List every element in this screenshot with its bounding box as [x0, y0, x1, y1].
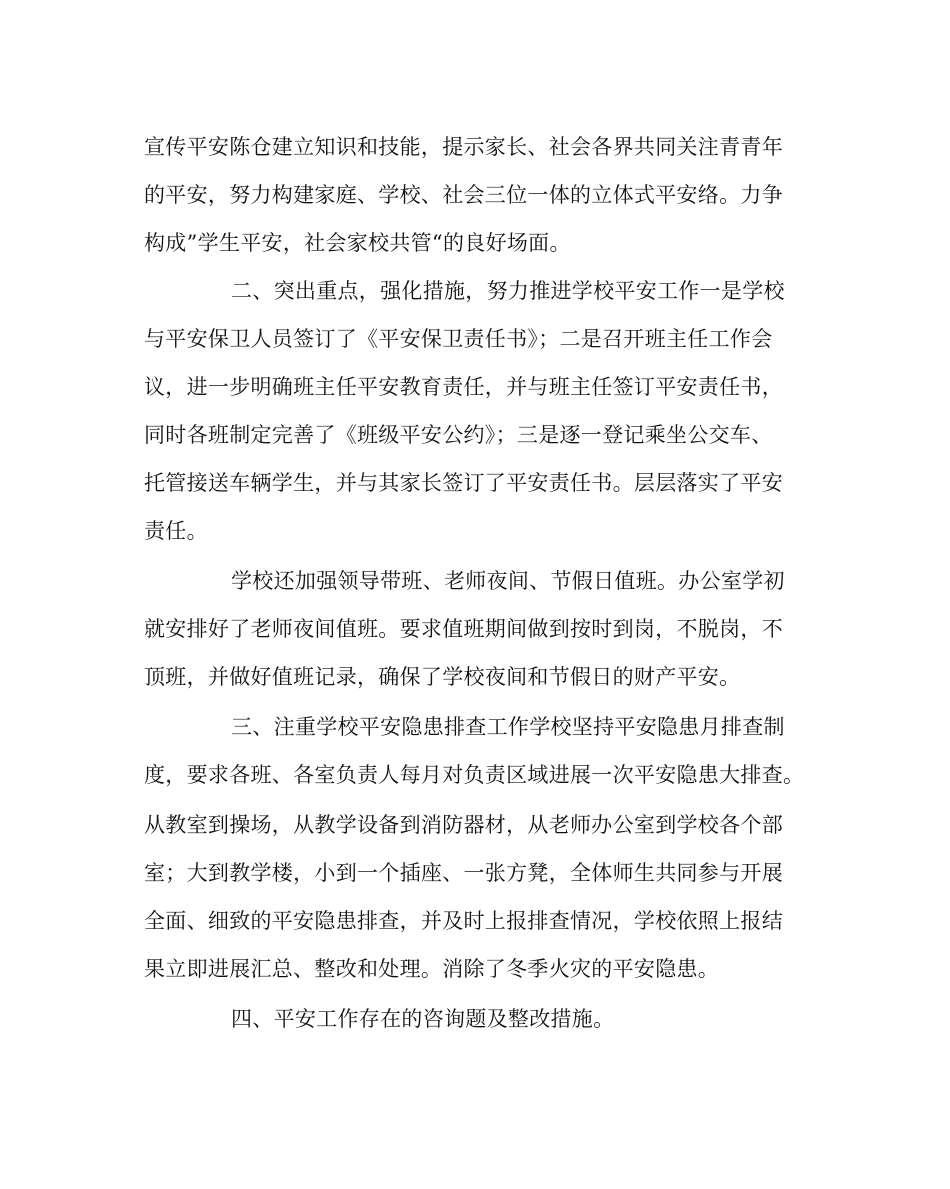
text-line: 全面、细致的平安隐患排查，并及时上报排查情况，学校依照上报结 — [144, 909, 783, 933]
text-line: 与平安保卫人员签订了《平安保卫责任书》；二是召开班主任工作会 — [144, 327, 773, 351]
text-line: 度，要求各班、各室负责人每月对负责区域进展一次平安隐患大排查。 — [144, 763, 805, 787]
paragraph-start-line: 三、注重学校平安隐患排查工作学校坚持平安隐患月排查制 — [231, 715, 785, 739]
text-line: 从教室到操场，从教学设备到消防器材，从老师办公室到学校各个部 — [144, 813, 783, 837]
text-line: 室；大到教学楼，小到一个插座、一张方凳，全体师生共同参与开展 — [144, 861, 783, 885]
text-line: 构成”学生平安，社会家校共管“的良好场面。 — [144, 231, 571, 255]
text-line: 宣传平安陈仓建立知识和技能，提示家长、社会各界共同关注青青年 — [144, 135, 783, 159]
text-line: 托管接送车辆学生，并与其家长签订了平安责任书。层层落实了平安 — [144, 471, 783, 495]
text-line: 责任。 — [144, 519, 208, 543]
text-line: 果立即进展汇总、整改和处理。消除了冬季火灾的平安隐患。 — [144, 957, 720, 981]
text-line: 就安排好了老师夜间值班。要求值班期间做到按时到岗，不脱岗，不 — [144, 617, 783, 641]
text-line: 顶班，并做好值班记录，确保了学校夜间和节假日的财产平安。 — [144, 665, 741, 689]
paragraph-start-line: 二、突出重点，强化措施，努力推进学校平安工作一是学校 — [231, 279, 785, 303]
text-line: 议，进一步明确班主任平安教育责任，并与班主任签订平安责任书， — [144, 375, 783, 399]
paragraph-start-line: 四、平安工作存在的咨询题及整改措施。 — [231, 1007, 615, 1031]
text-line: 同时各班制定完善了《班级平安公约》；三是逐一登记乘坐公交车、 — [144, 423, 773, 447]
paragraph-start-line: 学校还加强领导带班、老师夜间、节假日值班。办公室学初 — [231, 569, 785, 593]
text-line: 的平安，努力构建家庭、学校、社会三位一体的立体式平安络。力争 — [144, 183, 783, 207]
